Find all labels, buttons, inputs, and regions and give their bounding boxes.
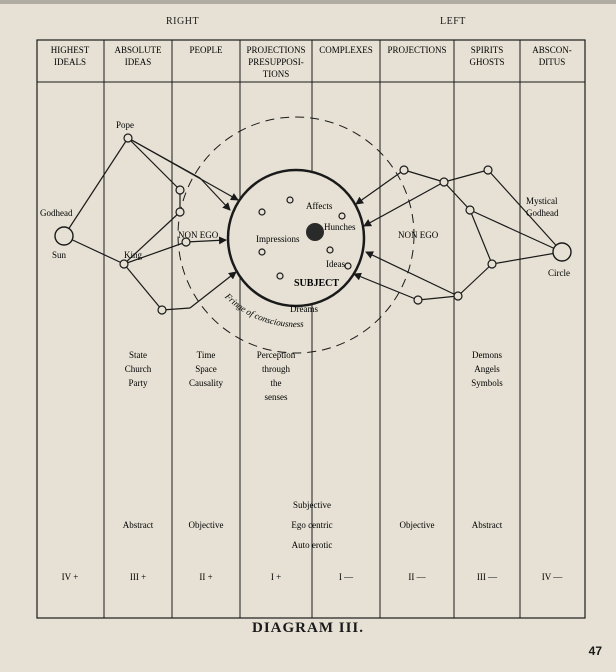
grade-iv-plus: IV + (61, 572, 79, 582)
column-dividers (104, 40, 520, 618)
mystical-label: Mystical (526, 196, 558, 206)
ideas-label: Ideas (326, 259, 345, 269)
grade-i-plus: I + (270, 572, 282, 582)
impressions-label: Impressions (256, 234, 300, 244)
circle-node (553, 243, 571, 261)
abstract-right-label: Abstract (122, 520, 154, 530)
header-col1-line2: IDEALS (54, 57, 86, 67)
header-col2-line2: IDEAS (124, 57, 152, 67)
party-label: Party (128, 378, 148, 388)
right-node-a (400, 166, 408, 174)
godhead-right-label: Godhead (526, 208, 559, 218)
right-node-g (414, 296, 422, 304)
auto-erotic-label: Auto erotic (291, 540, 333, 550)
objective-right-label: Objective (188, 520, 224, 530)
abstract-left-label: Abstract (471, 520, 503, 530)
header-col2-line1: ABSOLUTE (114, 45, 162, 55)
right-node-e (488, 260, 496, 268)
through-label: through (262, 364, 290, 374)
header-col5-line1: COMPLEXES (319, 45, 373, 55)
grade-i-minus: I — (338, 572, 354, 582)
king-node (120, 260, 128, 268)
grade-iii-minus: III — (476, 572, 498, 582)
non-ego-left-label: NON EGO (178, 230, 219, 240)
non-ego-right-label: NON EGO (398, 230, 439, 240)
subject-core-dot (306, 223, 324, 241)
left-side-label: LEFT (440, 16, 466, 27)
pope-node (124, 134, 132, 142)
hunches-label: Hunches (324, 222, 356, 232)
circle-label: Circle (548, 268, 570, 278)
right-node-f (454, 292, 462, 300)
diagram-caption: DIAGRAM III. (251, 620, 364, 636)
causality-label: Causality (189, 378, 223, 388)
objective-left-label: Objective (399, 520, 435, 530)
right-node-c (484, 166, 492, 174)
grade-iii-plus: III + (129, 572, 147, 582)
pope-label: Pope (116, 120, 134, 130)
space-label: Space (195, 364, 217, 374)
header-col8-line2: DITUS (538, 57, 566, 67)
church-label: Church (124, 364, 152, 374)
header-col6-line1: PROJECTIONS (387, 45, 447, 55)
symbols-label: Symbols (471, 378, 503, 388)
ego-centric-label: Ego centric (291, 520, 333, 530)
affects-label: Affects (306, 201, 333, 211)
header-col1-line1: HIGHEST (50, 45, 90, 55)
sun-node (55, 227, 73, 245)
perception-label: Perception (256, 350, 296, 360)
subjective-label: Subjective (293, 500, 331, 510)
right-node-d (466, 206, 474, 214)
header-col8-line1: ABSCON- (532, 45, 572, 55)
grade-iv-minus: IV — (541, 572, 563, 582)
header-col7-line1: SPIRITS (470, 45, 504, 55)
dreams-label: Dreams (290, 304, 318, 314)
grade-ii-minus: II — (408, 572, 426, 582)
header-col4-line1: PROJECTIONS (246, 45, 306, 55)
time-label: Time (196, 350, 216, 360)
type-row (123, 500, 503, 550)
header-col7-line2: GHOSTS (469, 57, 505, 67)
state-label: State (129, 350, 147, 360)
header-col3-line1: PEOPLE (189, 45, 223, 55)
right-node-b (440, 178, 448, 186)
grade-ii-plus: II + (199, 572, 213, 582)
column-headers (51, 45, 572, 79)
subject-label: SUBJECT (294, 278, 340, 289)
page-number: 47 (588, 644, 602, 658)
left-node-b (176, 208, 184, 216)
left-node-a (176, 186, 184, 194)
lower-text (125, 350, 503, 402)
godhead-label: Godhead (40, 208, 73, 218)
fringe-label: Fringe of consciousness (223, 291, 304, 330)
demons-label: Demons (472, 350, 502, 360)
sun-label: Sun (52, 250, 67, 260)
header-col4-line3: TIONS (262, 69, 290, 79)
senses-label: senses (264, 392, 288, 402)
left-node-d (158, 306, 166, 314)
king-label: King (124, 250, 142, 260)
right-side-label: RIGHT (166, 16, 200, 27)
angels-label: Angels (474, 364, 500, 374)
header-col4-line2: PRESUPPOSI- (248, 57, 304, 67)
the-label: the (270, 378, 282, 388)
